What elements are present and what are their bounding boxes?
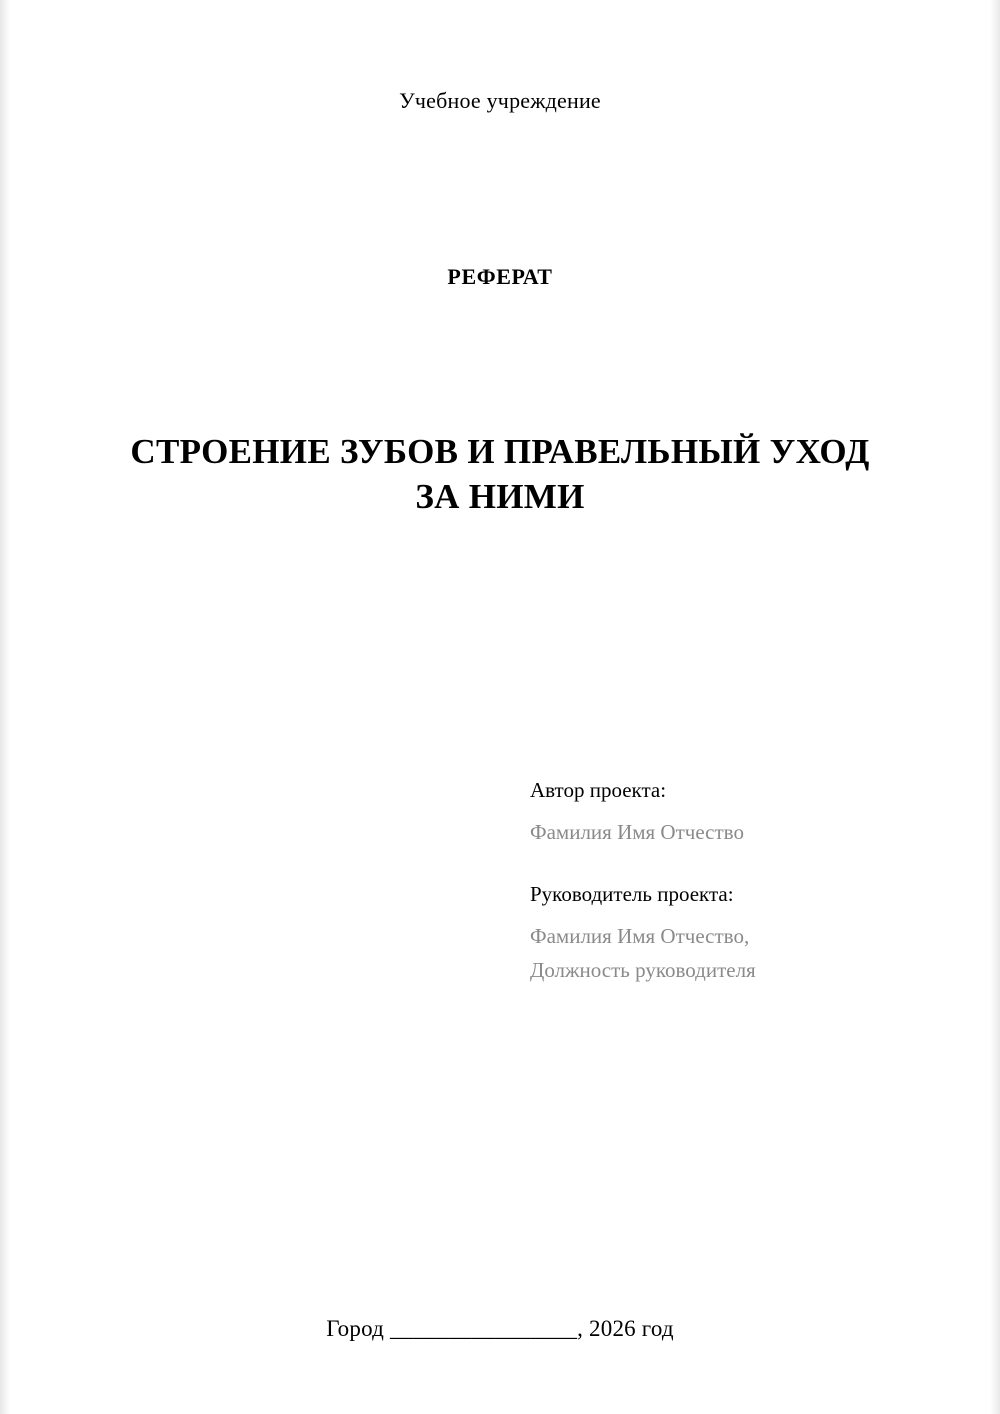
- institution-name: Учебное учреждение: [399, 88, 601, 113]
- supervisor-value-line-1: Фамилия Имя Отчество,: [530, 923, 750, 948]
- author-label: Автор проекта:: [530, 778, 667, 802]
- document-type: РЕФЕРАТ: [447, 264, 553, 289]
- city-and-year: Город ________________, 2026 год: [326, 1316, 674, 1341]
- page-title: СТРОЕНИЕ ЗУБОВ И ПРАВЕЛЬНЫЙ УХОД ЗА НИМИ: [130, 432, 870, 516]
- footer: [0, 1316, 1000, 1342]
- author-block: [530, 780, 930, 850]
- supervisor-block: [530, 881, 930, 988]
- supervisor-value-line-2: Должность руководителя: [530, 958, 756, 983]
- supervisor-label: Руководитель проекта:: [530, 881, 734, 906]
- credits-block: [530, 780, 930, 1022]
- author-value: Фамилия Имя Отчество: [530, 820, 744, 844]
